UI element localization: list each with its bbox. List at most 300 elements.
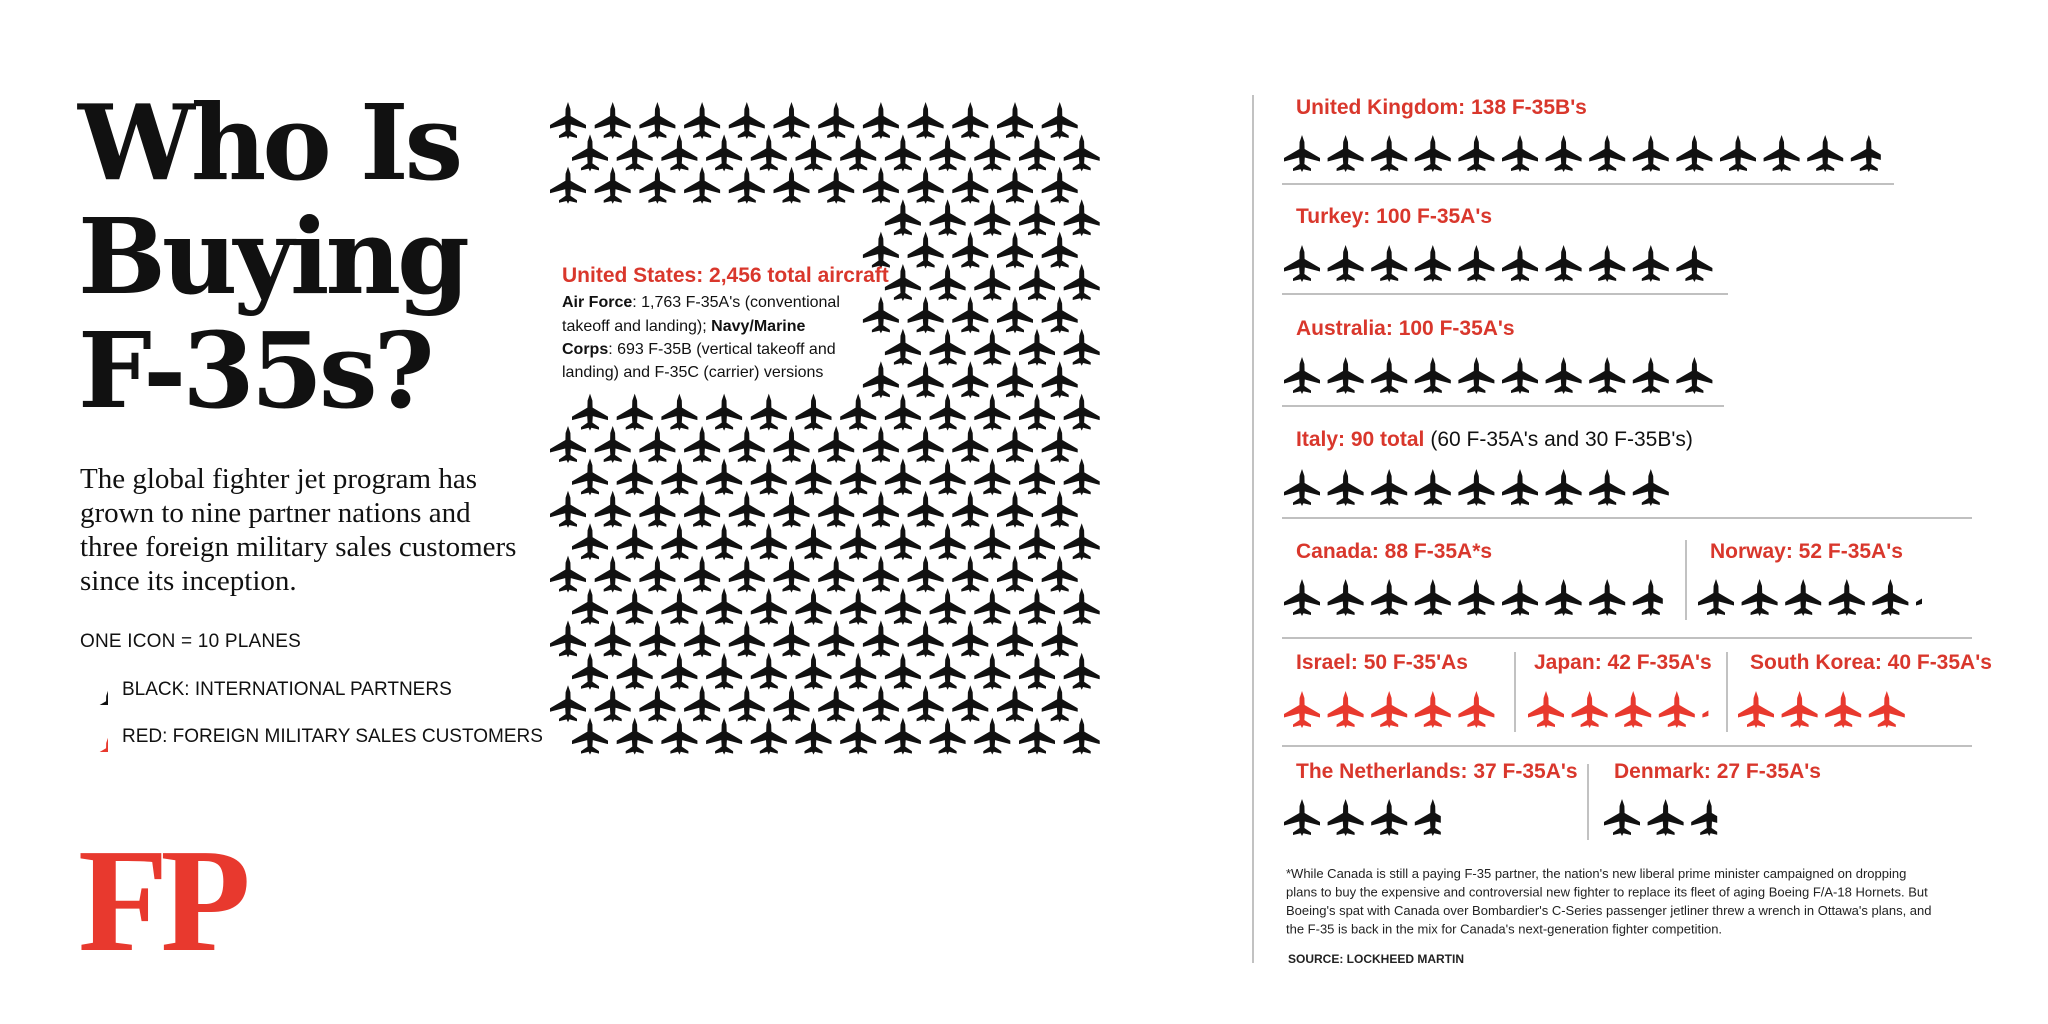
- us-jet-icon: [840, 394, 876, 431]
- us-jet-icon: [1019, 264, 1055, 301]
- us-jet-icon: [751, 588, 787, 625]
- us-jet-icon: [617, 394, 653, 431]
- us-jet-icon: [885, 588, 921, 625]
- us-jet-icon: [751, 394, 787, 431]
- country-jet-icon: [1807, 135, 1843, 172]
- us-jet-icon: [908, 361, 944, 398]
- country-jet-icon: [1415, 579, 1451, 616]
- country-jet-icon: [1284, 799, 1320, 836]
- us-jet-icon: [1042, 102, 1078, 139]
- us-jet-icon: [1042, 685, 1078, 722]
- country-jet-icon: [1546, 469, 1582, 506]
- us-jet-icon: [1064, 718, 1100, 755]
- country-label: Denmark: 27 F-35A's: [1614, 760, 1821, 783]
- us-jet-icon: [751, 458, 787, 495]
- us-jet-icon: [796, 718, 832, 755]
- country-jet-icon: [1328, 691, 1364, 728]
- country-label: The Netherlands: 37 F-35A's: [1296, 760, 1578, 783]
- country-jet-icon: [1328, 579, 1364, 616]
- us-jet-icon: [930, 199, 966, 236]
- us-jet-icon: [908, 556, 944, 593]
- us-jet-icon: [974, 718, 1010, 755]
- us-jet-icon: [974, 588, 1010, 625]
- country-jet-icon: [1742, 579, 1778, 616]
- us-jet-icon: [729, 491, 765, 528]
- us-jet-icon: [595, 426, 631, 463]
- us-jet-icon: [1019, 653, 1055, 690]
- country-jet-icon: [1589, 579, 1625, 616]
- us-jet-icon: [595, 491, 631, 528]
- us-jet-icon: [751, 134, 787, 171]
- country-jet-icon: [1764, 135, 1800, 172]
- us-jet-icon: [684, 491, 720, 528]
- us-jet-icon: [729, 685, 765, 722]
- us-jet-icon: [661, 458, 697, 495]
- us-note-line2: takeoff and landing); Navy/Marine: [562, 318, 806, 335]
- us-jet-icon: [863, 361, 899, 398]
- country-jet-icon: [1916, 579, 1952, 616]
- us-jet-icon: [639, 426, 675, 463]
- us-jet-icon: [1064, 653, 1100, 690]
- country-jet-icon: [1633, 469, 1669, 506]
- us-jet-icon: [974, 264, 1010, 301]
- us-jet-icon: [863, 620, 899, 657]
- us-jet-icon: [997, 426, 1033, 463]
- us-jet-icon: [974, 199, 1010, 236]
- country-jet-icon: [1546, 245, 1582, 282]
- us-jet-icon: [1064, 264, 1100, 301]
- country-jet-icon: [1502, 357, 1538, 394]
- country-jet-icon: [1328, 135, 1364, 172]
- country-jet-icon: [1572, 691, 1608, 728]
- us-jet-icon: [1042, 620, 1078, 657]
- us-jet-icon: [885, 458, 921, 495]
- us-jet-icon: [550, 426, 586, 463]
- us-jet-icon: [952, 296, 988, 333]
- us-jet-icon: [572, 588, 608, 625]
- us-jet-icon: [863, 102, 899, 139]
- us-jet-icon: [863, 491, 899, 528]
- us-jet-icon: [1042, 232, 1078, 269]
- us-jet-icon: [595, 167, 631, 204]
- us-jet-icon: [908, 296, 944, 333]
- country-jet-icon: [1869, 691, 1905, 728]
- country-jet-icon: [1458, 691, 1494, 728]
- us-jet-icon: [706, 588, 742, 625]
- us-jet-icon: [684, 426, 720, 463]
- country-jet-icon: [1371, 245, 1407, 282]
- us-jet-icon: [952, 102, 988, 139]
- country-jet-icon: [1589, 135, 1625, 172]
- us-jet-icon: [930, 718, 966, 755]
- us-jet-icon: [1042, 167, 1078, 204]
- us-jet-icon: [796, 588, 832, 625]
- country-label: Italy: 90 total (60 F-35A's and 30 F-35B's): [1296, 428, 1693, 451]
- us-jet-icon: [997, 685, 1033, 722]
- us-jet-icon: [572, 458, 608, 495]
- us-jet-icon: [974, 523, 1010, 560]
- us-jet-icon: [639, 556, 675, 593]
- us-jet-icon: [774, 426, 810, 463]
- country-jet-icon: [1371, 579, 1407, 616]
- us-jet-icon: [729, 102, 765, 139]
- us-jet-icon: [818, 620, 854, 657]
- country-jet-icon: [1415, 357, 1451, 394]
- country-jet-icon: [1691, 799, 1727, 836]
- country-jet-icon: [1782, 691, 1818, 728]
- us-jet-icon: [930, 523, 966, 560]
- us-jet-icon: [684, 620, 720, 657]
- us-jet-icon: [908, 426, 944, 463]
- us-jet-icon: [774, 685, 810, 722]
- us-jet-icon: [1042, 491, 1078, 528]
- country-jet-icon: [1458, 245, 1494, 282]
- us-jet-icon: [997, 620, 1033, 657]
- source-note: SOURCE: LOCKHEED MARTIN: [1288, 952, 1464, 966]
- us-jet-icon: [617, 718, 653, 755]
- country-jet-icon: [1698, 579, 1734, 616]
- us-jet-icon: [1019, 523, 1055, 560]
- legend-fms-label: RED: FOREIGN MILITARY SALES CUSTOMERS: [122, 726, 543, 747]
- us-jet-icon: [840, 134, 876, 171]
- us-jet-icon: [885, 264, 921, 301]
- us-jet-icon: [617, 458, 653, 495]
- us-jet-icon: [974, 653, 1010, 690]
- us-jet-icon: [1042, 556, 1078, 593]
- country-jet-icon: [1604, 799, 1640, 836]
- us-jet-icon: [639, 685, 675, 722]
- us-jet-icon: [997, 361, 1033, 398]
- country-jet-icon: [1633, 245, 1669, 282]
- us-jet-icon: [684, 102, 720, 139]
- us-jet-icon: [885, 199, 921, 236]
- us-jet-icon: [1064, 523, 1100, 560]
- country-jet-icon: [1371, 135, 1407, 172]
- us-jet-icon: [550, 556, 586, 593]
- country-jet-icon: [1502, 245, 1538, 282]
- country-jet-icon: [1284, 135, 1320, 172]
- country-jet-icon: [1371, 691, 1407, 728]
- us-jet-icon: [930, 653, 966, 690]
- us-jet-icon: [997, 102, 1033, 139]
- us-jet-icon: [974, 458, 1010, 495]
- us-jet-icon: [908, 685, 944, 722]
- us-jet-icon: [661, 653, 697, 690]
- us-jet-icon: [840, 588, 876, 625]
- us-jet-icon: [661, 523, 697, 560]
- country-jet-icon: [1676, 357, 1712, 394]
- us-jet-icon: [639, 102, 675, 139]
- us-jet-icon: [729, 426, 765, 463]
- us-jet-icon: [863, 167, 899, 204]
- us-jet-icon: [997, 491, 1033, 528]
- legend-scale: ONE ICON = 10 PLANES: [80, 631, 301, 652]
- us-jet-icon: [729, 556, 765, 593]
- us-jet-icon: [885, 329, 921, 366]
- us-jet-icon: [572, 653, 608, 690]
- us-jet-icon: [595, 685, 631, 722]
- us-jet-icon: [706, 134, 742, 171]
- us-jet-icon: [639, 620, 675, 657]
- us-jet-icon: [930, 588, 966, 625]
- us-jet-icon: [908, 102, 944, 139]
- country-jet-icon: [1328, 245, 1364, 282]
- us-jet-icon: [1064, 199, 1100, 236]
- us-jet-icon: [572, 523, 608, 560]
- country-jet-icon: [1502, 579, 1538, 616]
- country-label: Turkey: 100 F-35A's: [1296, 205, 1493, 228]
- country-jet-icon: [1825, 691, 1861, 728]
- us-jet-icon: [572, 394, 608, 431]
- country-jet-icon: [1676, 245, 1712, 282]
- us-jet-icon: [863, 426, 899, 463]
- us-jet-icon: [1019, 394, 1055, 431]
- us-jet-icon: [550, 685, 586, 722]
- country-jet-icon: [1633, 357, 1669, 394]
- us-jet-icon: [997, 556, 1033, 593]
- country-jet-icon: [1371, 357, 1407, 394]
- us-jet-icon: [1019, 718, 1055, 755]
- us-jet-icon: [863, 685, 899, 722]
- us-jet-icon: [572, 718, 608, 755]
- us-jet-icon: [796, 458, 832, 495]
- us-jet-icon: [997, 296, 1033, 333]
- us-jet-icon: [774, 167, 810, 204]
- us-jet-icon: [1064, 329, 1100, 366]
- country-jet-icon: [1851, 135, 1887, 172]
- us-jet-icon: [774, 491, 810, 528]
- us-jet-icon: [617, 653, 653, 690]
- country-jet-icon: [1589, 469, 1625, 506]
- us-jet-icon: [885, 718, 921, 755]
- country-jet-icon: [1528, 691, 1564, 728]
- us-jet-icon: [952, 232, 988, 269]
- country-jet-icon: [1284, 245, 1320, 282]
- us-jet-icon: [550, 491, 586, 528]
- country-jet-icon: [1284, 469, 1320, 506]
- country-jet-icon: [1502, 469, 1538, 506]
- country-jet-icon: [1702, 691, 1738, 728]
- us-jet-icon: [729, 167, 765, 204]
- country-label: Canada: 88 F-35A*s: [1296, 540, 1493, 563]
- us-jet-icon: [952, 556, 988, 593]
- us-jet-icon: [661, 718, 697, 755]
- us-jet-icon: [595, 620, 631, 657]
- country-jet-icon: [1829, 579, 1865, 616]
- us-jet-icon: [706, 653, 742, 690]
- us-jet-icon: [1019, 134, 1055, 171]
- country-jet-icon: [1659, 691, 1695, 728]
- country-jet-icon: [1676, 135, 1712, 172]
- us-jet-icon: [974, 134, 1010, 171]
- us-note-line3: Corps: 693 F-35B (vertical takeoff and: [562, 341, 836, 358]
- us-jet-icon: [796, 134, 832, 171]
- us-jet-icon: [796, 394, 832, 431]
- us-jet-icon: [774, 556, 810, 593]
- country-jet-icon: [1458, 357, 1494, 394]
- us-jet-icon: [840, 458, 876, 495]
- us-jet-icon: [706, 394, 742, 431]
- country-jet-icon: [1371, 469, 1407, 506]
- country-jet-icon: [1633, 135, 1669, 172]
- country-label: Norway: 52 F-35A's: [1710, 540, 1903, 563]
- us-jet-icon: [930, 394, 966, 431]
- us-jet-icon: [1019, 458, 1055, 495]
- us-jet-icon: [595, 556, 631, 593]
- us-jet-icon: [952, 620, 988, 657]
- country-jet-icon: [1371, 799, 1407, 836]
- us-jet-icon: [729, 620, 765, 657]
- us-jet-icon: [796, 523, 832, 560]
- country-jet-icon: [1546, 579, 1582, 616]
- country-jet-icon: [1284, 691, 1320, 728]
- fp-logo: FP: [78, 819, 243, 983]
- country-jet-icon: [1415, 245, 1451, 282]
- footnote-line: *While Canada is still a paying F-35 partner, the nation's new liberal prime minister campaigned on dropping: [1286, 866, 1907, 881]
- us-jet-icon: [974, 329, 1010, 366]
- us-jet-icon: [1064, 588, 1100, 625]
- us-jet-icon: [684, 167, 720, 204]
- us-jet-icon: [863, 556, 899, 593]
- us-jet-icon: [774, 620, 810, 657]
- us-jet-icon: [885, 653, 921, 690]
- us-jet-icon: [840, 718, 876, 755]
- country-jet-icon: [1615, 691, 1651, 728]
- legend-partners-label: BLACK: INTERNATIONAL PARTNERS: [122, 679, 452, 700]
- us-jet-icon: [908, 167, 944, 204]
- country-jet-icon: [1415, 469, 1451, 506]
- us-jet-icon: [684, 685, 720, 722]
- us-jet-icon: [930, 264, 966, 301]
- us-jet-icon: [617, 523, 653, 560]
- country-jet-icon: [1415, 691, 1451, 728]
- us-label: United States: 2,456 total aircraft: [562, 264, 889, 287]
- us-jet-icon: [930, 134, 966, 171]
- us-jet-icon: [952, 361, 988, 398]
- country-jet-icon: [1546, 357, 1582, 394]
- us-jet-icon: [639, 167, 675, 204]
- us-jet-icon: [751, 718, 787, 755]
- us-jet-icon: [952, 426, 988, 463]
- country-jet-icon: [1720, 135, 1756, 172]
- country-jet-icon: [1284, 579, 1320, 616]
- us-jet-icon: [1042, 361, 1078, 398]
- us-jet-icon: [774, 102, 810, 139]
- page-subtitle: The global fighter jet program has grown to nine partner nations and three foreign military sales customers since its inception.: [80, 463, 517, 597]
- us-note-line4: landing) and F-35C (carrier) versions: [562, 364, 824, 381]
- country-jet-icon: [1633, 579, 1669, 616]
- us-jet-icon: [639, 491, 675, 528]
- country-label: Australia: 100 F-35A's: [1296, 317, 1515, 340]
- us-jet-icon: [1064, 458, 1100, 495]
- country-jet-icon: [1458, 469, 1494, 506]
- us-jet-icon: [706, 523, 742, 560]
- country-jet-icon: [1415, 135, 1451, 172]
- us-jet-icon: [1019, 329, 1055, 366]
- us-jet-icon: [863, 296, 899, 333]
- country-jet-icon: [1648, 799, 1684, 836]
- page-title: Who Is Buying F-35s?: [78, 81, 466, 432]
- us-jet-icon: [684, 556, 720, 593]
- country-jet-icon: [1328, 799, 1364, 836]
- us-jet-icon: [1042, 426, 1078, 463]
- country-jet-icon: [1589, 245, 1625, 282]
- us-jet-icon: [885, 523, 921, 560]
- us-jet-icon: [818, 426, 854, 463]
- us-jet-icon: [550, 102, 586, 139]
- us-jet-icon: [595, 102, 631, 139]
- us-jet-icon: [818, 556, 854, 593]
- us-jet-icon: [997, 167, 1033, 204]
- country-jet-icon: [1738, 691, 1774, 728]
- us-jet-icon: [751, 653, 787, 690]
- us-jet-icon: [930, 329, 966, 366]
- country-label: United Kingdom: 138 F-35B's: [1296, 96, 1587, 119]
- footnote-line: plans to buy the expensive and controversial new fighter to replace its fleet of aging Boeing F/A-18 Hornets. But: [1286, 884, 1928, 900]
- us-jet-icon: [818, 102, 854, 139]
- country-jet-icon: [1415, 799, 1451, 836]
- us-jet-icon: [908, 232, 944, 269]
- us-jet-icon: [818, 491, 854, 528]
- us-jet-icon: [840, 653, 876, 690]
- country-jet-icon: [1872, 579, 1908, 616]
- country-jet-icon: [1328, 357, 1364, 394]
- us-jet-icon: [751, 523, 787, 560]
- footnote-line: Boeing's spat with Canada over Bombardier's C-Series passenger jetliner threw a wrench in Ottawa's plans, and: [1286, 903, 1932, 918]
- country-label: Japan: 42 F-35A's: [1534, 651, 1712, 674]
- us-jet-icon: [818, 167, 854, 204]
- country-jet-icon: [1328, 469, 1364, 506]
- us-jet-icon: [706, 718, 742, 755]
- us-jet-icon: [661, 134, 697, 171]
- us-jet-icon: [550, 167, 586, 204]
- country-jet-icon: [1458, 579, 1494, 616]
- country-jet-icon: [1785, 579, 1821, 616]
- country-jet-icon: [1546, 135, 1582, 172]
- us-jet-icon: [952, 167, 988, 204]
- us-jet-icon: [908, 620, 944, 657]
- us-jet-icon: [1019, 588, 1055, 625]
- us-note-line1: Air Force: 1,763 F-35A's (conventional: [562, 294, 840, 311]
- us-jet-icon: [952, 685, 988, 722]
- us-jet-icon: [908, 491, 944, 528]
- us-jet-icon: [661, 394, 697, 431]
- us-jet-icon: [1042, 296, 1078, 333]
- us-jet-icon: [818, 685, 854, 722]
- us-jet-icon: [1064, 394, 1100, 431]
- us-jet-icon: [840, 523, 876, 560]
- country-jet-icon: [1284, 357, 1320, 394]
- country-jet-icon: [1502, 135, 1538, 172]
- country-label: Israel: 50 F-35'As: [1296, 651, 1468, 674]
- us-jet-icon: [885, 394, 921, 431]
- us-jet-icon: [930, 458, 966, 495]
- country-jet-icon: [1458, 135, 1494, 172]
- country-jet-icon: [1589, 357, 1625, 394]
- us-jet-icon: [1064, 134, 1100, 171]
- us-jet-icon: [572, 134, 608, 171]
- footnote-line: the F-35 is back in the mix for Canada's next-generation fighter competition.: [1286, 921, 1723, 937]
- country-label: South Korea: 40 F-35A's: [1750, 651, 1992, 674]
- us-jet-icon: [997, 232, 1033, 269]
- us-jet-icon: [617, 134, 653, 171]
- us-jet-icon: [617, 588, 653, 625]
- us-jet-icon: [952, 491, 988, 528]
- us-jet-icon: [661, 588, 697, 625]
- us-jet-icon: [706, 458, 742, 495]
- us-jet-icon: [885, 134, 921, 171]
- us-jet-icon: [796, 653, 832, 690]
